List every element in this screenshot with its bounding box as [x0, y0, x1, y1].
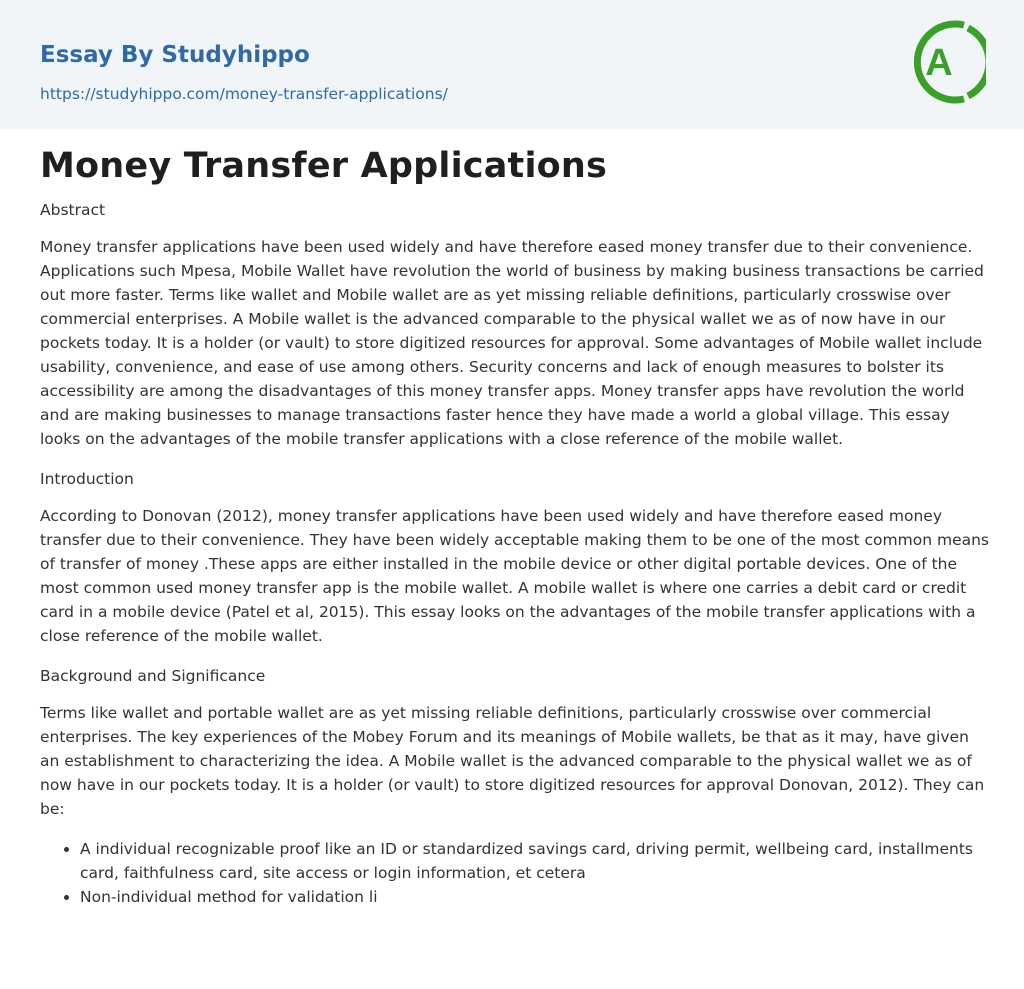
- studyhippo-logo-icon[interactable]: [912, 19, 986, 105]
- logo-letter: A: [925, 42, 953, 84]
- essay-body: [40, 198, 990, 909]
- list-item: • Non-individual method for validation li: [80, 885, 990, 909]
- list-item: • A individual recognizable proof like an ID or standardized savings card, driving permit, wellbeing card, installments card, faithfulness card, site access or login information, et cetera: [80, 837, 990, 885]
- section-heading-abstract: Abstract: [40, 201, 106, 219]
- section-paragraph-background: Terms like wallet and portable wallet are as yet missing reliable definitions, particularly crosswise over commercial enterprises. The key experiences of the Mobey Forum and its meanings of Mobile wallets, be that as it may, have given an establishment to characterizing the idea. A Mobile wallet is the advanced comparable to the physical wallet we as of now have in our pockets today. It is a holder (or vault) to store digitized resources for approval Donovan, 2012). They can be:: [40, 704, 985, 818]
- section-heading-background: Background and Significance: [40, 667, 266, 685]
- brand-link[interactable]: Essay By Studyhippo: [40, 42, 310, 68]
- section-heading-introduction: Introduction: [40, 470, 134, 488]
- page-title: Money Transfer Applications: [40, 146, 608, 186]
- section-paragraph-introduction: According to Donovan (2012), money transfer applications have been used widely and have therefore eased money transfer due to their convenience. They have been widely acceptable making them to be one of the most common means of transfer of money .These apps are either installed in the mobile device or other digital portable devices. One of the most common used money transfer app is the mobile wallet. A mobile wallet is where one carries a debit card or credit card in a mobile device (Patel et al, 2015). This essay looks on the advantages of the mobile transfer applications with a close reference of the mobile wallet.: [40, 507, 990, 645]
- section-paragraph-abstract: Money transfer applications have been used widely and have therefore eased money transfer due to their convenience. Applications such Mpesa, Mobile Wallet have revolution the world of business by making business transactions be carried out more faster. Terms like wallet and Mobile wallet are as yet missing reliable definitions, particularly crosswise over commercial enterprises. A Mobile wallet is the advanced comparable to the physical wallet we as of now have in our pockets today. It is a holder (or vault) to store digitized resources for approval. Some advantages of Mobile wallet include usability, convenience, and ease of use among others. Security concerns and lack of enough measures to bolster its accessibility are among the disadvantages of this money transfer apps. Money transfer apps have revolution the world and are making businesses to manage transactions faster hence they have made a world a global village. This essay looks on the advantages of the mobile transfer applications with a close reference of the mobile wallet.: [40, 238, 984, 448]
- bullet-list: [40, 837, 990, 909]
- page-url-link[interactable]: https://studyhippo.com/money-transfer-applications/: [40, 85, 448, 103]
